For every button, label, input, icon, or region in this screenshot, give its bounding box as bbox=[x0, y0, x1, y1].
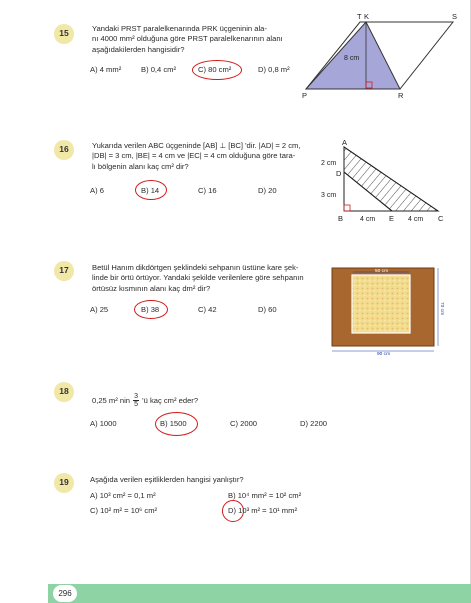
label-b: B bbox=[338, 214, 344, 223]
answer-circle-19 bbox=[222, 500, 244, 522]
question-15-option-b[interactable]: B) 0,4 cm² bbox=[141, 65, 177, 74]
question-15-number: 15 bbox=[54, 24, 74, 44]
label-t: T bbox=[357, 12, 362, 21]
answer-circle-15 bbox=[192, 60, 242, 80]
question-16-line-3: lı bölgenin alanı kaç cm² dir? bbox=[92, 161, 189, 171]
question-18-number: 18 bbox=[54, 382, 74, 402]
question-16-line-1: Yukarıda verilen ABC üçgeninde [AB] ⊥ [BC] 'dir. |AD| = 2 cm, bbox=[92, 141, 301, 150]
question-19-text: Aşağıda verilen eşitliklerden hangisi yanlıştır? bbox=[90, 475, 244, 484]
question-16-option-d[interactable]: D) 20 bbox=[258, 186, 277, 195]
label-r: R bbox=[398, 91, 404, 100]
question-17-option-b[interactable]: B) 38 bbox=[141, 305, 160, 314]
label-table-90cm: 90 cm bbox=[377, 352, 391, 356]
triangle-abc-figure bbox=[318, 135, 458, 225]
question-19-option-a[interactable]: A) 10³ cm² = 0,1 m² bbox=[90, 491, 156, 500]
label-c: C bbox=[438, 214, 444, 223]
question-18-text bbox=[92, 393, 198, 409]
label-db-3cm: 3 cm bbox=[321, 192, 337, 199]
question-16-text bbox=[92, 141, 332, 172]
answer-circle-18 bbox=[155, 412, 198, 436]
question-16-option-b[interactable]: B) 14 bbox=[141, 186, 160, 195]
question-18-option-b[interactable]: B) 1500 bbox=[160, 419, 187, 428]
answer-circle-16 bbox=[135, 180, 167, 200]
label-k: K bbox=[364, 12, 370, 21]
question-15-line-3: aşağıdakilerden hangisidir? bbox=[92, 44, 185, 54]
label-ad-2cm: 2 cm bbox=[321, 160, 337, 167]
table-cover-figure bbox=[326, 262, 454, 356]
answer-circle-17 bbox=[134, 300, 168, 319]
question-17-option-c[interactable]: C) 42 bbox=[198, 305, 217, 314]
question-15-line-2: nı 4000 mm² olduğuna göre PRST paralelkenarının alanı bbox=[92, 34, 283, 44]
parallelogram-prst-figure bbox=[300, 8, 460, 100]
question-18-option-a[interactable]: A) 1000 bbox=[90, 419, 117, 428]
question-16-option-a[interactable]: A) 6 bbox=[90, 186, 104, 195]
question-19-option-d[interactable]: D) 10³ m² = 10¹ mm² bbox=[228, 506, 297, 515]
label-p: P bbox=[302, 91, 308, 100]
question-19-option-c[interactable]: C) 10² m² = 10⁶ cm² bbox=[90, 506, 158, 515]
question-19-option-b[interactable]: B) 10⁴ mm² = 10² cm² bbox=[228, 491, 302, 500]
question-16-option-c[interactable]: C) 16 bbox=[198, 186, 217, 195]
question-17-line-3: örtüsüz kısmının alanı kaç dm² dir? bbox=[92, 283, 211, 293]
question-17-line-1: Betül Hanım dikdörtgen şeklindeki sehpanın üstüne kare şek- bbox=[92, 263, 299, 272]
question-17-option-d[interactable]: D) 60 bbox=[258, 305, 277, 314]
question-16-number: 16 bbox=[54, 140, 74, 160]
label-ec-4cm: 4 cm bbox=[408, 216, 424, 223]
question-17-number: 17 bbox=[54, 261, 74, 281]
page-number: 296 bbox=[52, 584, 78, 603]
label-e: E bbox=[389, 214, 395, 223]
question-15-line-1: Yandaki PRST paralelkenarında PRK üçgeninin ala- bbox=[92, 24, 267, 33]
question-17-text bbox=[92, 263, 324, 294]
fraction-three-fifths bbox=[133, 393, 139, 409]
label-s: S bbox=[452, 12, 458, 21]
label-height-8cm: 8 cm bbox=[344, 55, 360, 62]
question-18-text-pre: 0,25 m² nin bbox=[92, 395, 130, 405]
question-15-option-c[interactable]: C) 80 cm² bbox=[198, 65, 232, 74]
question-16-line-2: |DB| = 3 cm, |BE| = 4 cm ve |EC| = 4 cm olduğuna göre tara- bbox=[92, 151, 296, 161]
question-15-option-a[interactable]: A) 4 mm² bbox=[90, 65, 122, 74]
question-18-option-c[interactable]: C) 2000 bbox=[230, 419, 258, 428]
label-a: A bbox=[342, 138, 348, 147]
question-17-option-a[interactable]: A) 25 bbox=[90, 305, 109, 314]
fraction-denominator: 5 bbox=[134, 401, 139, 409]
question-17-line-2: linde bir örtü örtüyor. Yandaki şekilde verilenlere göre sehpanın bbox=[92, 273, 304, 283]
question-18-text-post: 'ü kaç cm² eder? bbox=[142, 395, 199, 405]
question-15-text bbox=[92, 24, 312, 55]
label-cover-50cm: 50 cm bbox=[375, 269, 389, 274]
label-d: D bbox=[336, 169, 342, 178]
question-18-option-d[interactable]: D) 2200 bbox=[300, 419, 328, 428]
footer-band bbox=[48, 584, 471, 603]
question-15-option-d[interactable]: D) 0,8 m² bbox=[258, 65, 290, 74]
label-be-4cm: 4 cm bbox=[360, 216, 376, 223]
question-19-number: 19 bbox=[54, 473, 74, 493]
label-table-70cm: 70 cm bbox=[439, 302, 444, 316]
fraction-numerator: 3 bbox=[134, 393, 139, 400]
